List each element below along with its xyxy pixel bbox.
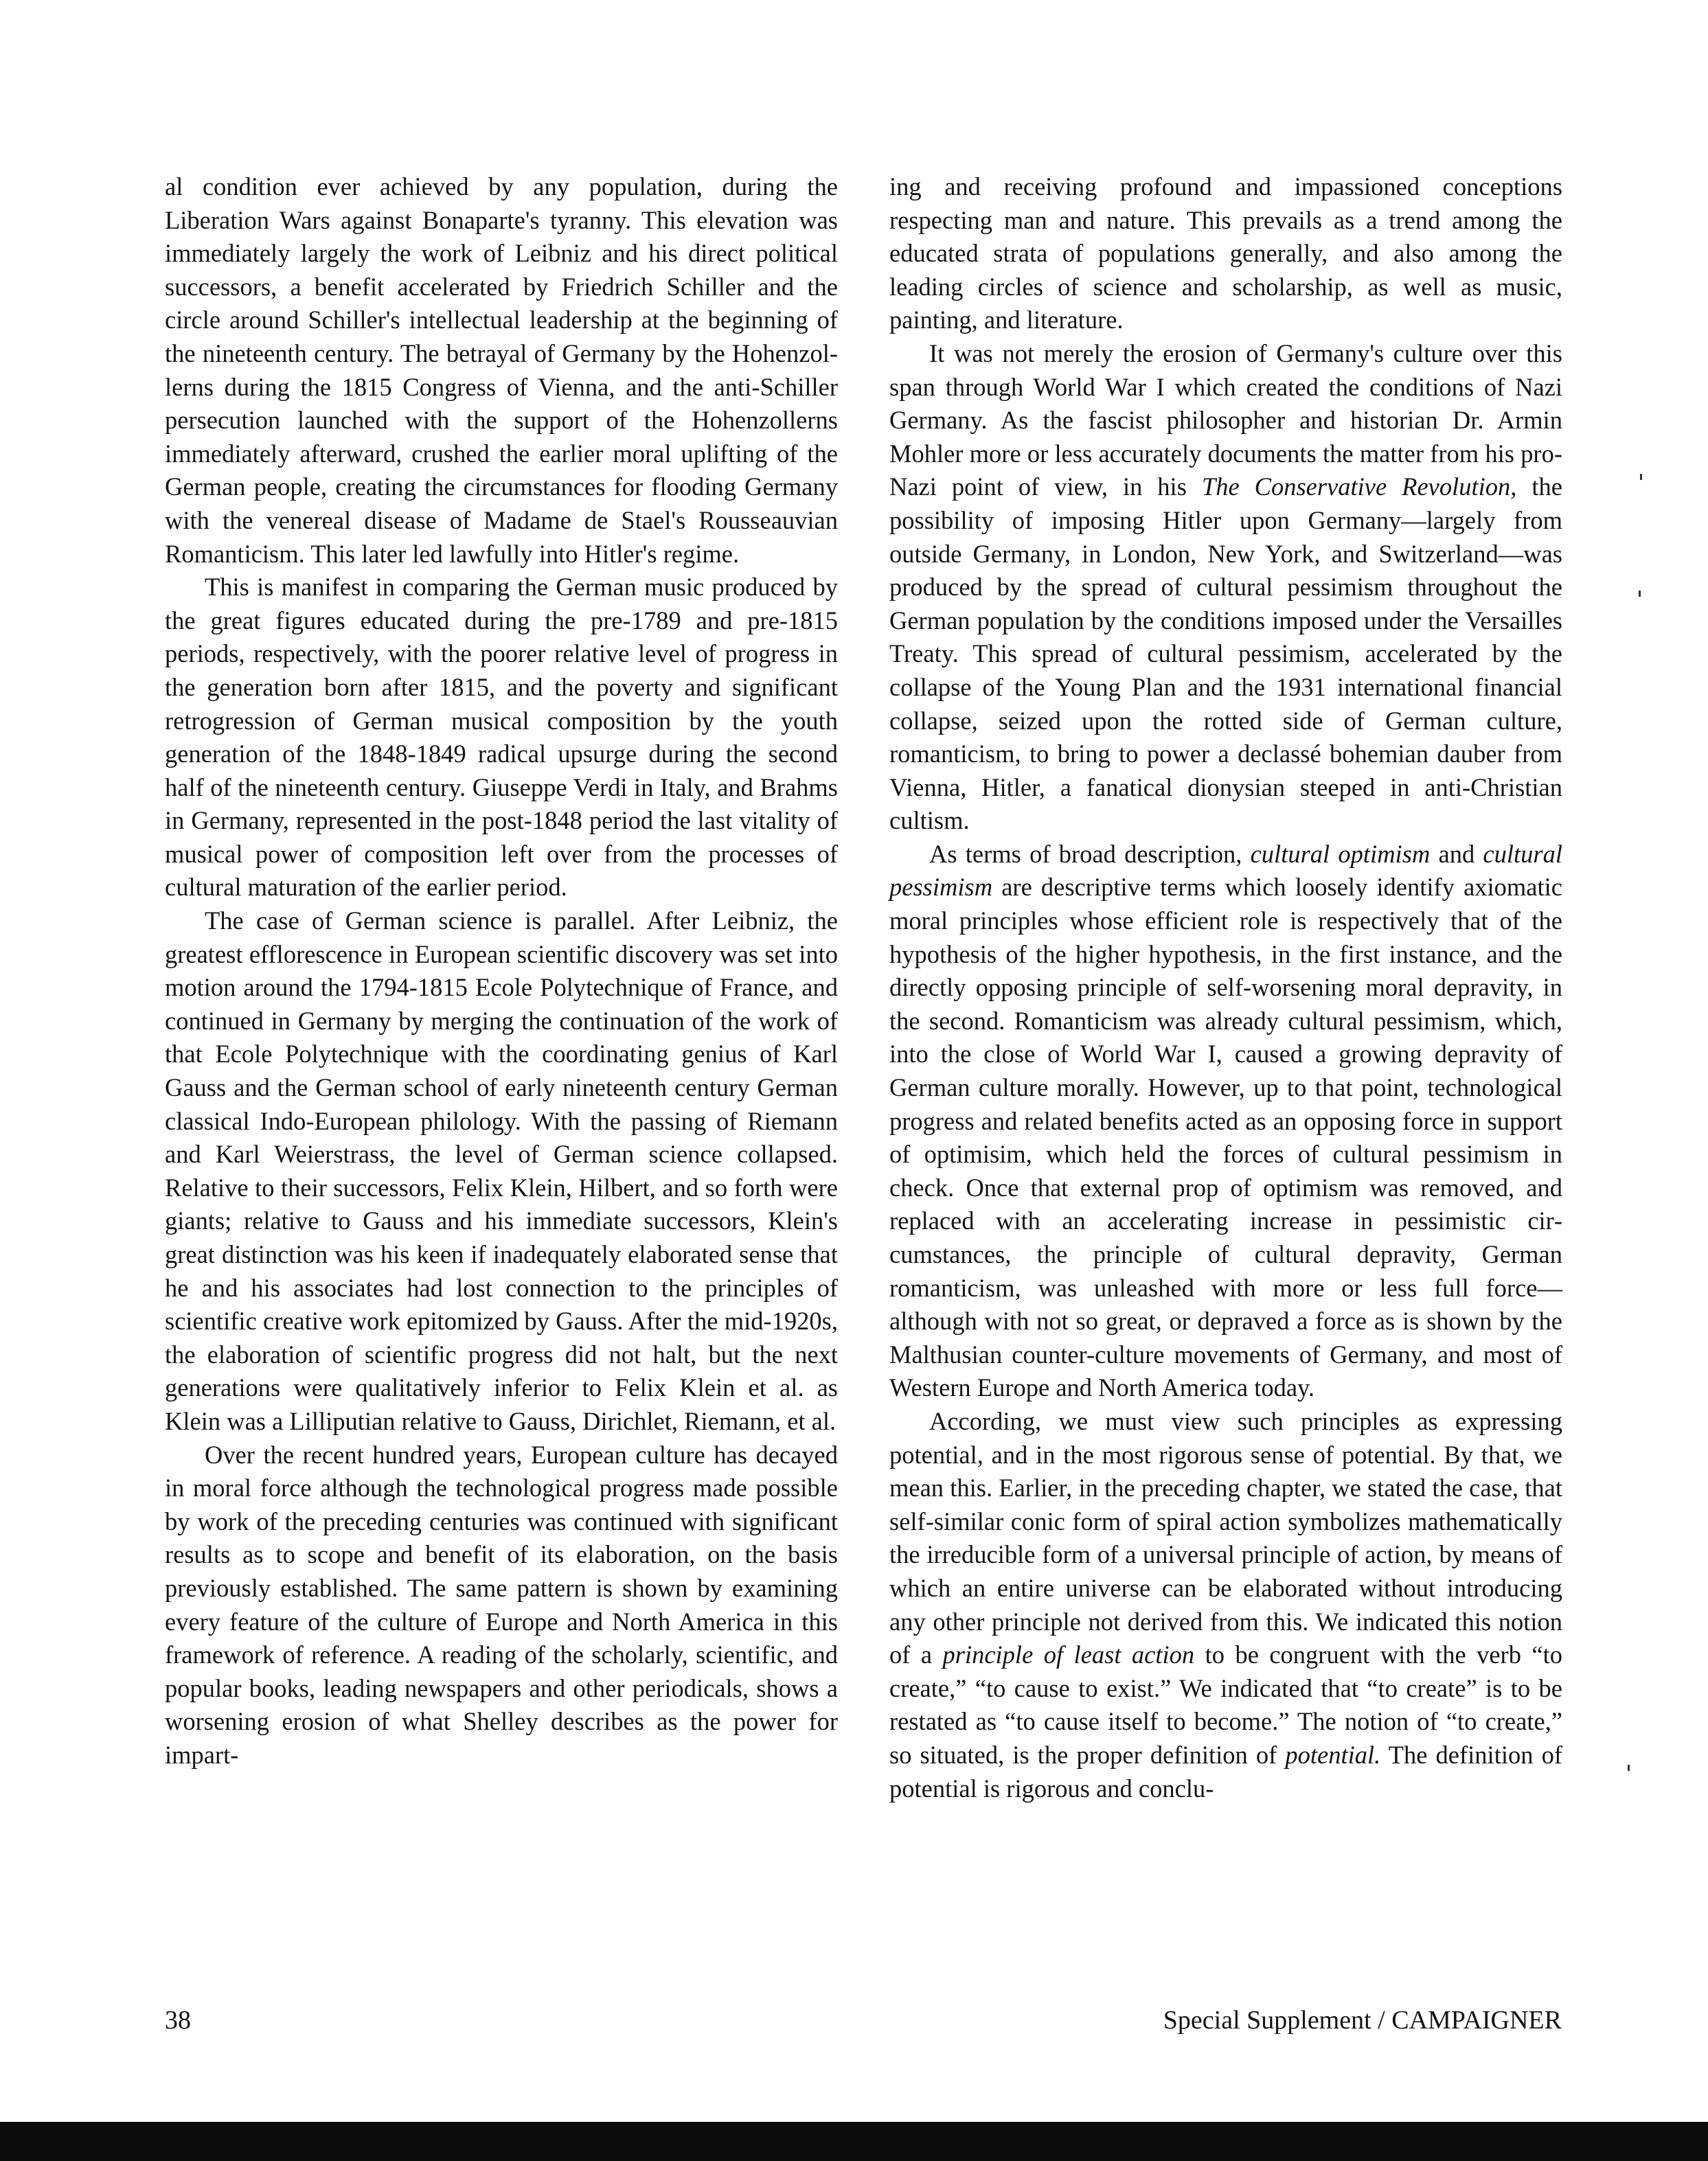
book-title: The Conservative Revolution, (1201, 472, 1517, 501)
emphasis: cultural pessimism (889, 839, 1562, 902)
scan-speck (1628, 1765, 1630, 1771)
paragraph: Over the recent hundred years, European culture has decayed in moral force although the technological progress made possible by work of the preceding centuries was continued with significant results as to scope and benefit of its elaboration, on the basis previously established. The same pattern is shown by examining every feature of the culture of Europe and North America in this framework of reference. A reading of the scholarly, scientific, and popular books, leading newspapers and other periodicals, shows a worsening erosion of what Shelley describes as the power for impart- (165, 1440, 838, 1769)
paragraph (889, 1405, 1562, 1805)
paragraph: The case of German science is parallel. After Leibniz, the greatest efflorescence in European scientific discovery was set into motion around the 1794-1815 Ecole Polytechnique of France, and continued in Germany by merging the continuation of the work of that Ecole Polytechnique with the coordinating genius of Karl Gauss and the German school of early nineteenth century German classical Indo-European philology. With the passing of Riemann and Karl Weierstrass, the level of German science collapsed. Relative to their successors, Felix Klein, Hilbert, and so forth were giants; relative to Gauss and his immediate successors, Klein's great distinction was his keen if inadequately elaborated sense that he and his associates had lost connection to the principles of scientific creative work epitomized by Gauss. After the mid-1920s, the elaboration of scientific progress did not halt, but the next generations were qualitatively inferior to Felix Klein et al. as Klein was a Lilliputian relative to Gauss, Dirichlet, Riemann, et al. (165, 906, 838, 1435)
emphasis: principle of least action (942, 1640, 1195, 1669)
text-run: and (1430, 839, 1483, 868)
text-run: are descriptive terms which loosely identify axiomatic moral principles whose efficient role is respectively that of the hypothesis of the higher hypothesis, in the first instance, and the directly opposing principle of self-worsening moral depravity, in the second. Romanticism was already cultural pessimism, which, into the close of World War I, caused a growing depravity of German culture morally. However, up to that point, technological progress and related benefits acted as an opposing force in support of optimisim, which held the forces of cultural pessimism in check. Once that external prop of optimism was removed, and replaced with an accelerating increase in pessimistic circumstances, the principle of cultural depravity, German romanticism, was unleashed with more or less full force—although with not so great, or depraved a force as is shown by the Malthusian counter-culture movements of Germany, and most of Western Europe and North America today. (889, 873, 1562, 1402)
left-column (165, 170, 838, 1772)
paragraph: al condition ever achieved by any population, during the Liberation Wars against Bonaparte's tyranny. This elevation was immediately largely the work of Leibniz and his direct political successors, a benefit accelerated by Friedrich Schiller and the circle around Schiller's intellectual leadership at the beginning of the nineteenth century. The betrayal of Germany by the Hohenzollerns during the 1815 Congress of Vienna, and the anti-Schiller persecution launched with the support of the Hohenzollerns immediately afterward, crushed the earlier moral uplifting of the German people, creating the circumstances for flooding Germany with the venereal disease of Madame de Stael's Rousseauvian Romanticism. This later led lawfully into Hitler's regime. (165, 172, 838, 568)
emphasis: cultural optimism (1250, 839, 1431, 868)
right-column (889, 170, 1562, 1805)
text-run: It was not merely the erosion of Germany's culture over this span through World War I which created the conditions of Nazi Germany. As the fascist philosopher and historian Dr. Armin Mohler more or less accurately documents the matter from his pro-Nazi point of view, in his (889, 339, 1562, 501)
text-run: to be congruent with the verb “to create,” “to cause to exist.” We indicated that “to create” is to be restated as “to cause itself to become.” The notion of “to create,” so situated, is the proper definition of (889, 1640, 1562, 1769)
paragraph (889, 337, 1562, 838)
text-run: The definition of potential is rigorous and conclu- (889, 1740, 1562, 1803)
emphasis: potential. (1285, 1740, 1381, 1769)
paragraph: This is manifest in comparing the German music produced by the great figures educated during the pre-1789 and pre-1815 periods, respectively, with the poorer relative level of progress in the generation born after 1815, and the poverty and significant retrogression of German musical composition by the youth generation of the 1848-1849 radical upsurge during the second half of the nineteenth century. Giuseppe Verdi in Italy, and Brahms in Germany, represented in the post-1848 period the last vitality of musical power of composition left over from the processes of cultural maturation of the earlier period. (165, 573, 838, 902)
scan-edge-band (0, 2122, 1708, 2161)
scan-speck (1639, 591, 1641, 597)
paragraph (889, 838, 1562, 1405)
text-run: the possibility of imposing Hitler upon Germany—largely from outside Germany, in London, New York, and Switzerland—was produced by the spread of cultural pessimism throughout the German population by the conditions imposed under the Versailles Treaty. This spread of cultural pessimism, accelerated by the collapse of the Young Plan and the 1931 international financial collapse, seized upon the rotted side of German culture, romanticism, to bring to power a declassé bohemian dauber from Vienna, Hitler, a fanatical dionysian steeped in anti-Christian cultism. (889, 472, 1563, 835)
page-number: 38 (165, 2006, 191, 2035)
paragraph: ing and receiving profound and impassioned conceptions respecting man and nature. This prevails as a trend among the educated strata of populations generally, and also among the leading circles of science and scholarship, as well as music, painting, and literature. (889, 172, 1562, 334)
text-run: According, we must view such principles as expressing potential, and in the most rigorous sense of potential. By that, we mean this. Earlier, in the preceding chapter, we stated the case, that self-similar conic form of spiral action symbolizes mathematically the irreducible form of a universal principle of action, by means of which an entire universe can be elaborated without introducing any other principle not derived from this. We indicated this notion of a (889, 1406, 1562, 1669)
text-run: As terms of broad description, (929, 839, 1251, 868)
running-footer: Special Supplement / CAMPAIGNER (1163, 2006, 1562, 2035)
scan-speck (1640, 474, 1642, 480)
